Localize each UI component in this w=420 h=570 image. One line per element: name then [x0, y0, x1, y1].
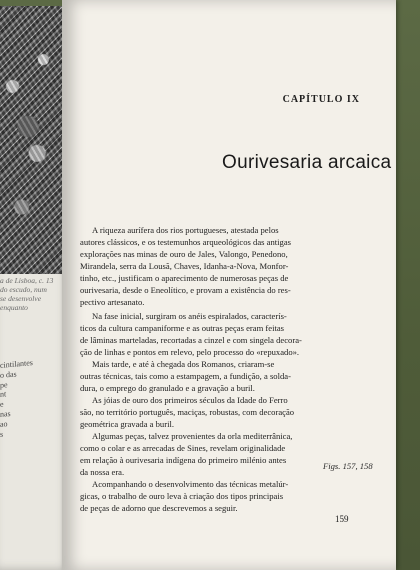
text-line: ção de linhas e pontos em relevo, pelo processo do «repuxado». [80, 347, 300, 357]
text-line: tinho, etc., justificam o aparecimento de numerosas peças de [80, 273, 289, 283]
facing-text-line: pe [0, 379, 8, 390]
text-line: de lâminas marteladas, recortadas a cinzel e com singela decora- [80, 335, 302, 345]
paragraph [80, 358, 302, 394]
facing-page-photo [0, 6, 62, 274]
facing-text-line: o das [0, 369, 17, 380]
caption-line: se desenvolve [0, 294, 42, 303]
paragraph [80, 478, 302, 514]
text-line: outras técnicas, tais como a estampagem, a fundição, a solda- [80, 371, 291, 381]
text-line: explorações nas minas de ouro de Jales, Valongo, Penedono, [80, 249, 288, 259]
text-line: dura, o emprego do granulado e a gravação a buril. [80, 383, 255, 393]
caption-line: a de Lisboa, c. 13 [0, 276, 54, 285]
chapter-heading: CAPÍTULO IX [282, 94, 360, 105]
text-line: autores clássicos, e os testemunhos arqueológicos das antigas [80, 237, 291, 247]
book-page [62, 0, 396, 570]
figure-reference: Figs. 157, 158 [323, 461, 373, 471]
text-line: de peças de adorno que descrevemos a seguir. [80, 503, 238, 513]
text-line: Mais tarde, e até à chegada dos Romanos, criaram-se [92, 359, 275, 369]
text-line: geométrica gravada a buril. [80, 419, 175, 429]
paragraph [80, 224, 302, 308]
facing-text-line: ao [0, 419, 8, 429]
facing-page-text [0, 355, 66, 439]
text-line: ourivesaria, desde o Eneolítico, e provam a existência do res- [80, 285, 291, 295]
facing-text-line: nt [0, 389, 7, 400]
text-line: da nossa era. [80, 467, 125, 477]
page-number: 159 [335, 514, 349, 524]
caption-line: do escudo, num [0, 285, 47, 294]
text-line: As jóias de ouro dos primeiros séculos da Idade do Ferro [92, 395, 288, 405]
text-line: em relação à ourivesaria indígena do primeiro milénio antes [80, 455, 287, 465]
text-line: são, no território português, maciças, robustas, com decoração [80, 407, 295, 417]
text-line: Algumas peças, talvez provenientes da orla mediterrânica, [92, 431, 293, 441]
facing-text-line: cintilantes [0, 358, 33, 370]
text-line: como o colar e as arrecadas de Sines, revelam originalidade [80, 443, 286, 453]
text-line: ticos da cultura campaniforme e as outras peças eram feitas [80, 323, 285, 333]
paragraph [80, 394, 302, 430]
text-line: gicas, o trabalho de ouro leva à criação dos tipos principais [80, 491, 284, 501]
text-line: A riqueza aurífera dos rios portugueses, atestada pelos [92, 225, 279, 235]
facing-text-line: e [0, 399, 4, 410]
text-line: pectivo artesanato. [80, 297, 145, 307]
facing-text-line: s [0, 429, 4, 439]
body-text [80, 224, 302, 514]
facing-page-caption [0, 276, 66, 312]
text-line: Acompanhando o desenvolvimento das técnicas metalúr- [92, 479, 289, 489]
paragraph [80, 430, 302, 478]
text-line: Na fase inicial, surgiram os anéis espiralados, caracterís- [92, 311, 287, 321]
text-line: Mirandela, serra da Lousã, Chaves, Idanha-a-Nova, Monfor- [80, 261, 289, 271]
page-title: Ourivesaria arcaica [222, 152, 392, 173]
caption-line: enquanto [0, 303, 28, 312]
facing-text-line: nas [0, 408, 11, 419]
paragraph [80, 310, 302, 358]
